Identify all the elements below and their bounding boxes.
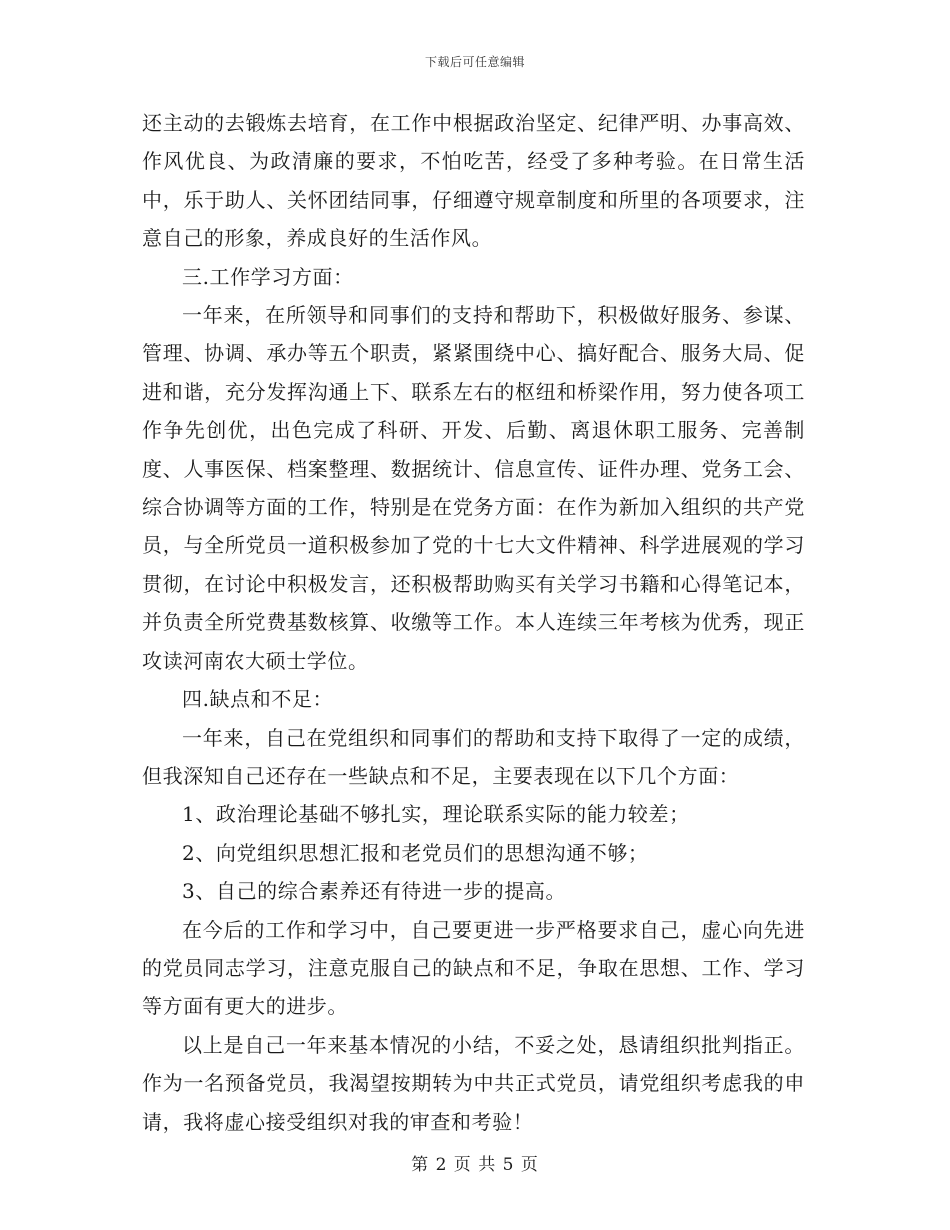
list-item-3: 3、自己的综合素养还有待进一步的提高。 — [182, 879, 567, 904]
paragraph-3: 一年来，在所领导和同事们的支持和帮助下，积极做好服务、参谋、管理、协调、承办等五个职责，紧紧围绕中心、搞好配合、服务大局、促进和谐，充分发挥沟通上下、联系左右的枢纽和桥梁作用，努力使各项工作争先创优，出色完成了科研、开发、后勤、离退休职工服务、完善制度、人事医保、档案整理、数据统计、信息宣传、证件办理、党务工会、综合协调等方面的工作，特别是在党务方面：在作为新加入组织的共产党员，与全所党员一道积极参加了党的十七大文件精神、科学进展观的学习贯彻，在讨论中积极发言，还积极帮助购买有关学习书籍和心得笔记本，并负责全所党费基数核算、收缴等工作。本人连续三年考核为优秀，现正攻读河南农大硕士学位。 — [142, 303, 805, 673]
section-heading-3: 三.工作学习方面： — [182, 264, 354, 289]
paragraph-1: 还主动的去锻炼去培育，在工作中根据政治坚定、纪律严明、办事高效、作风优良、为政清廉的要求，不怕吃苦，经受了多种考验。在日常生活中，乐于助人、关怀团结同事，仔细遵守规章制度和所里的各项要求，注意自己的形象，养成良好的生活作风。 — [142, 111, 805, 251]
page-number: 第 2 页 共 5 页 — [411, 1155, 539, 1175]
page-header: 下载后可任意编辑 — [424, 55, 525, 69]
document-body — [142, 104, 805, 1141]
section-heading-4: 四.缺点和不足： — [182, 687, 334, 712]
list-item-1: 1、政治理论基础不够扎实，理论联系实际的能力较差； — [182, 802, 690, 827]
paragraph-9: 在今后的工作和学习中，自己要更进一步严格要求自己，虚心向先进的党员同志学习，注意克服自己的缺点和不足，争取在思想、工作、学习等方面有更大的进步。 — [142, 917, 805, 1019]
paragraph-10: 以上是自己一年来基本情况的小结，不妥之处，恳请组织批判指正。作为一名预备党员，我渴望按期转为中共正式党员，请党组织考虑我的申请，我将虚心接受组织对我的审查和考验！ — [142, 1032, 805, 1134]
list-item-2: 2、向党组织思想汇报和老党员们的思想沟通不够； — [182, 840, 649, 865]
paragraph-5: 一年来，自己在党组织和同事们的帮助和支持下取得了一定的成绩，但我深知自己还存在一些缺点和不足，主要表现在以下几个方面： — [142, 725, 805, 788]
